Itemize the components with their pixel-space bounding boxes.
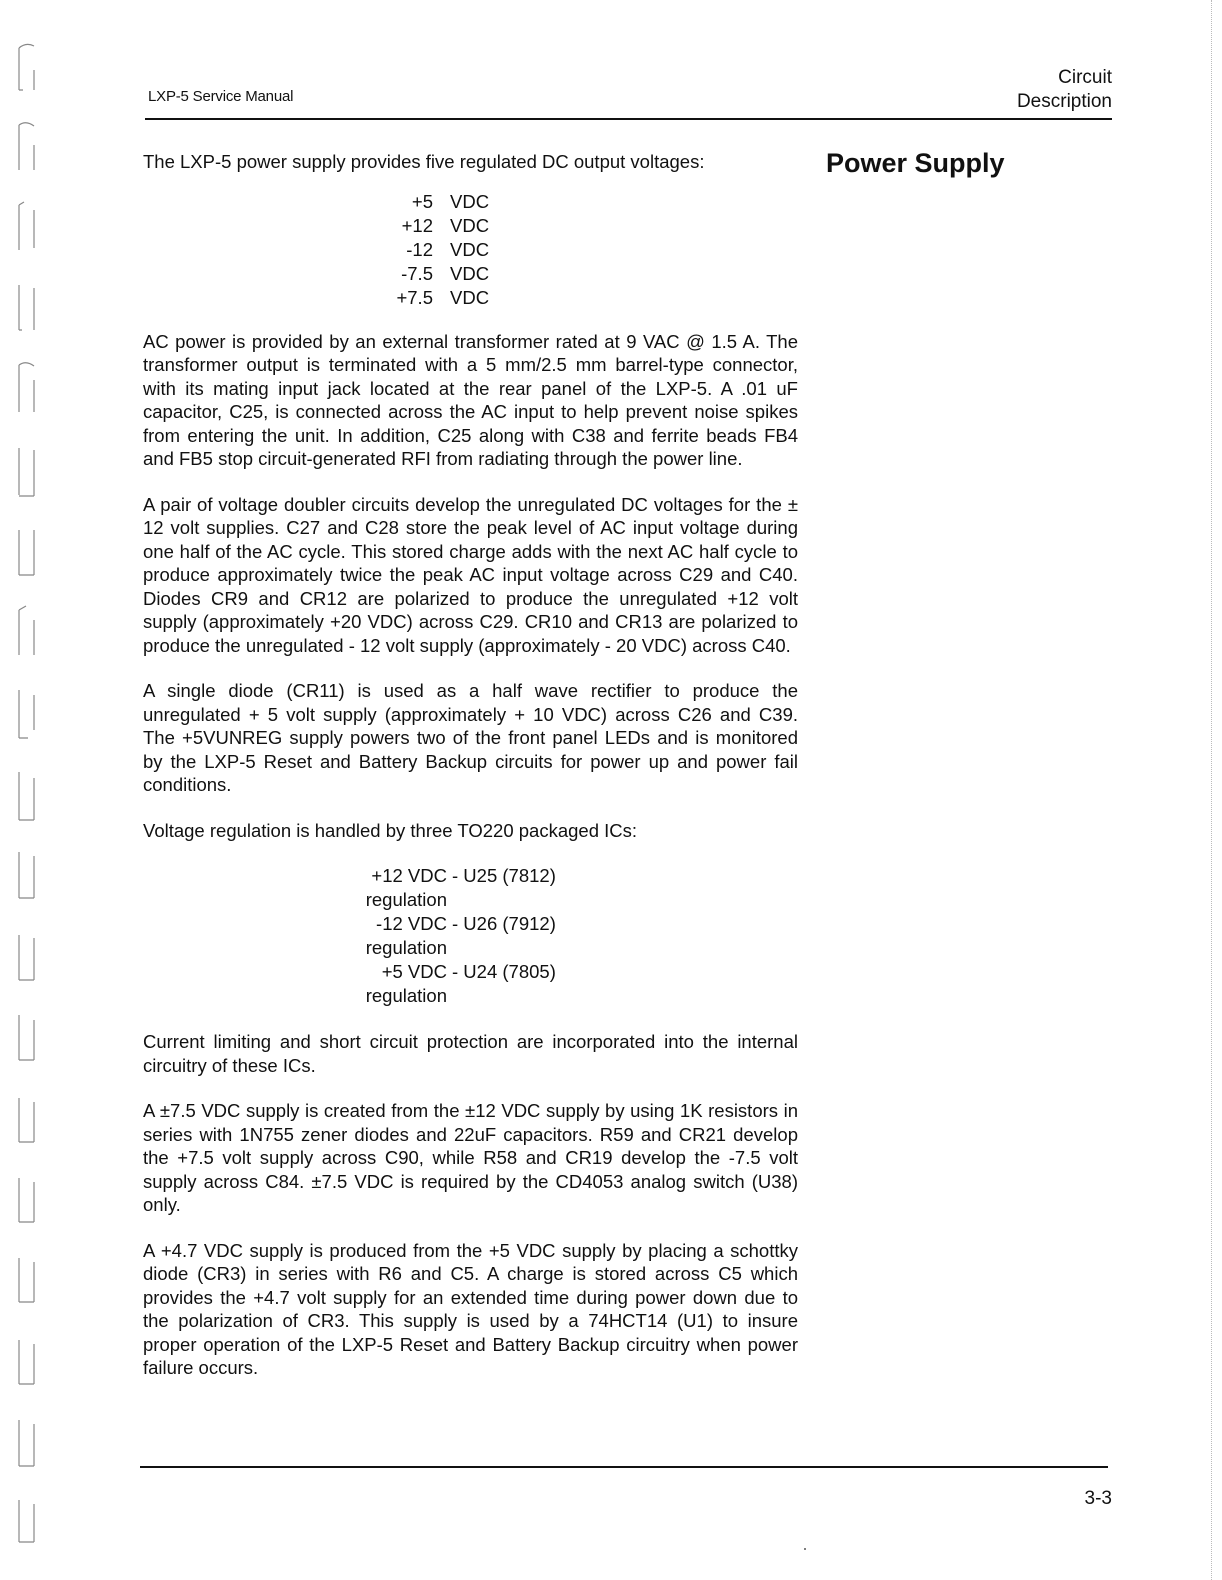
regulator-voltage: +5 VDC regulation: [365, 961, 447, 1006]
scan-speck: [804, 1548, 806, 1550]
regulator-item: [301, 912, 798, 960]
regulator-ic: - U26 (7912): [452, 913, 556, 934]
regulation-intro-paragraph: Voltage regulation is handled by three TO220 packaged ICs:: [143, 819, 638, 841]
voltage-item: [381, 286, 798, 310]
section-header: [1017, 66, 1112, 114]
voltage-unit: VDC: [450, 286, 490, 308]
voltage-unit: VDC: [450, 190, 490, 212]
page-edge-line: [1211, 0, 1212, 1580]
regulator-voltage: -12 VDC regulation: [365, 913, 447, 958]
voltage-item: [381, 190, 798, 214]
voltage-item: [381, 214, 798, 238]
voltage-value: +12: [401, 214, 433, 236]
section-header-line1: Circuit: [1058, 67, 1112, 88]
section-header-line2: Description: [1016, 91, 1112, 112]
supply-7v5-paragraph: A ±7.5 VDC supply is created from the ±12 VDC supply by using 1K resistors in series with 1N755 zener diodes and 22uF capacitors. R59 and CR21 develop the +7.5 volt supply across C90, while R58 and CR19 develop the -7.5 volt supply across C84. ±7.5 VDC is required by the CD4053 analog switch (U38) only.: [143, 1100, 798, 1215]
regulator-ic: - U25 (7812): [452, 865, 556, 886]
current-limiting-paragraph: Current limiting and short circuit protection are incorporated into the internal circuitry of these ICs.: [143, 1031, 798, 1076]
regulator-item: [301, 960, 798, 1008]
binding-hole-marks: [14, 30, 44, 1550]
regulator-ic: - U24 (7805): [452, 961, 556, 982]
manual-title: LXP-5 Service Manual: [148, 88, 294, 105]
voltage-item: [381, 238, 798, 262]
footer-rule: [140, 1466, 1108, 1468]
voltage-value: -12: [406, 238, 433, 260]
page-number: 3-3: [1084, 1488, 1112, 1509]
voltage-unit: VDC: [450, 262, 490, 284]
body-text: [143, 150, 798, 1402]
regulator-item: [301, 864, 798, 912]
supply-4v7-paragraph: A +4.7 VDC supply is produced from the +5 VDC supply by placing a schottky diode (CR3) in series with R6 and C5. A charge is stored across C5 which provides the +4.7 volt supply for an extended time during power down due to the polarization of CR3. This supply is used by a 74HCT14 (U1) to insure proper operation of the LXP-5 Reset and Battery Backup circuitry when power failure occurs.: [143, 1239, 798, 1378]
regulator-voltage: +12 VDC regulation: [365, 865, 447, 910]
voltage-doubler-paragraph: A pair of voltage doubler circuits develop the unregulated DC voltages for the ± 12 volt supplies. C27 and C28 store the peak level of AC input voltage during one half of the AC cycle. This stored charge adds with the next AC half cycle to produce approximately twice the peak AC input voltage across C29 and C40. Diodes CR9 and CR12 are polarized to produce the unregulated +12 volt supply (approximately +20 VDC) across C29. CR10 and CR13 are polarized to produce the unregulated - 12 volt supply (approximately - 20 VDC) across C40.: [143, 493, 798, 656]
voltage-value: -7.5: [401, 262, 433, 284]
voltage-unit: VDC: [450, 238, 490, 260]
voltage-list: [143, 190, 798, 310]
regulator-list: [143, 864, 798, 1008]
voltage-value: +5: [411, 190, 433, 212]
voltage-item: [381, 262, 798, 286]
header-rule: [145, 118, 1112, 120]
section-title: Power Supply: [826, 148, 1005, 178]
intro-paragraph: The LXP-5 power supply provides five regulated DC output voltages:: [143, 151, 705, 172]
voltage-value: +7.5: [396, 286, 433, 308]
rectifier-paragraph: A single diode (CR11) is used as a half wave rectifier to produce the unregulated + 5 volt supply (approximately + 10 VDC) across C26 and C39. The +5VUNREG supply powers two of the front panel LEDs and is monitored by the LXP-5 Reset and Battery Backup circuits for power up and power fail conditions.: [143, 680, 798, 795]
voltage-unit: VDC: [450, 214, 490, 236]
ac-power-paragraph: AC power is provided by an external transformer rated at 9 VAC @ 1.5 A. The transformer output is terminated with a 5 mm/2.5 mm barrel-type connector, with its mating input jack located at the rear panel of the LXP-5. A .01 uF capacitor, C25, is connected across the AC input to help prevent noise spikes from entering the unit. In addition, C25 along with C38 and ferrite beads FB4 and FB5 stop circuit-generated RFI from radiating through the power line.: [143, 330, 798, 469]
